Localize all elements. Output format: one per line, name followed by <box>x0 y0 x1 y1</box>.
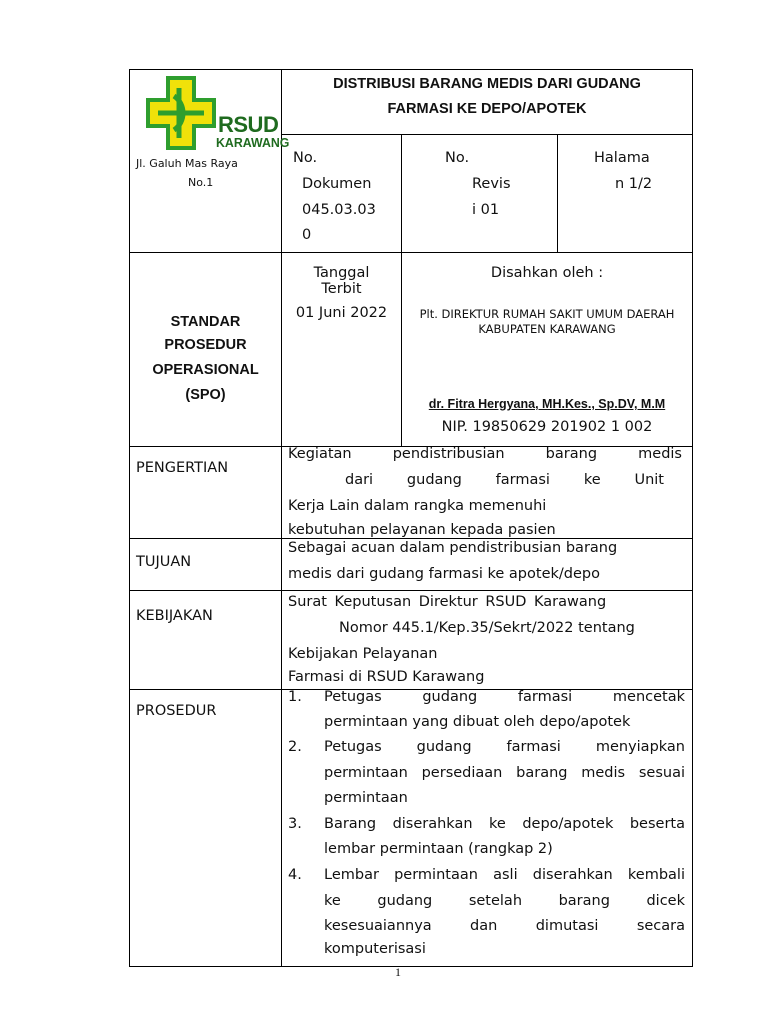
pengertian-line: Kerja Lain dalam rangka memenuhi <box>288 498 547 514</box>
approved-by-label: Disahkan oleh : <box>490 265 604 281</box>
section-label-prosedur: PROSEDUR <box>136 703 217 719</box>
page-count-value: n 1/2 <box>615 176 653 192</box>
revision-value: i 01 <box>472 202 500 218</box>
address-line-2: No.1 <box>188 176 214 189</box>
kebijakan-line: Nomor 445.1/Kep.35/Sekrt/2022 tentang <box>339 620 635 636</box>
prosedur-item-line: Barang diserahkan ke depo/apotek beserta <box>324 816 685 832</box>
spo-label-line: PROSEDUR <box>164 337 247 353</box>
prosedur-item-line: ke gudang setelah barang dicek <box>324 893 685 909</box>
revision-line: No. <box>445 150 470 166</box>
issue-date-label: Tanggal <box>313 265 370 281</box>
logo-text-bottom: KARAWANG <box>216 135 290 150</box>
prosedur-item-line: Petugas gudang farmasi menyiapkan <box>324 739 685 755</box>
doc-number-line: No. <box>293 150 318 166</box>
doc-number-line: Dokumen <box>302 176 372 192</box>
section-label-tujuan: TUJUAN <box>136 554 192 570</box>
prosedur-item-line: permintaan persediaan barang medis sesuai <box>324 765 685 781</box>
prosedur-item-line: Lembar permintaan asli diserahkan kembali <box>324 867 685 883</box>
kebijakan-line: Kebijakan Pelayanan <box>288 646 438 662</box>
hospital-cross-icon <box>146 76 216 150</box>
revision-line: Revis <box>472 176 511 192</box>
director-title-line-2: KABUPATEN KARAWANG <box>478 322 616 336</box>
doc-number-value: 0 <box>302 227 312 243</box>
address-line-1: Jl. Galuh Mas Raya <box>136 157 238 170</box>
spo-label-line: (SPO) <box>185 387 226 403</box>
tujuan-line: Sebagai acuan dalam pendistribusian barang <box>288 540 618 556</box>
prosedur-item-line: permintaan yang dibuat oleh depo/apotek <box>324 714 631 730</box>
logo-text-top: RSUD <box>218 112 279 137</box>
section-label-pengertian: PENGERTIAN <box>136 460 229 476</box>
tujuan-line: medis dari gudang farmasi ke apotek/depo <box>288 566 600 582</box>
prosedur-item-number: 4. <box>288 867 302 883</box>
prosedur-item-line: komputerisasi <box>324 941 426 957</box>
kebijakan-line: Surat Keputusan Direktur RSUD Karawang <box>288 594 607 610</box>
document-title-line-2: FARMASI KE DEPO/APOTEK <box>387 101 587 117</box>
pengertian-line: kebutuhan pelayanan kepada pasien <box>288 522 556 538</box>
prosedur-item-line: kesesuaiannya dan dimutasi secara <box>324 918 685 934</box>
page-number: 1 <box>395 965 401 979</box>
section-label-kebijakan: KEBIJAKAN <box>136 608 213 624</box>
doc-number-value: 045.03.03 <box>302 202 376 218</box>
document-title-line-1: DISTRIBUSI BARANG MEDIS DARI GUDANG <box>333 76 641 92</box>
director-title-line-1: Plt. DIREKTUR RUMAH SAKIT UMUM DAERAH <box>419 307 675 321</box>
pengertian-line: Kegiatan pendistribusian barang medis <box>288 446 682 462</box>
spo-label-line: STANDAR <box>170 314 241 330</box>
page-count-line: Halama <box>594 150 650 166</box>
prosedur-item-line: permintaan <box>324 790 408 806</box>
prosedur-item-line: Petugas gudang farmasi mencetak <box>324 689 685 705</box>
pengertian-line: dari gudang farmasi ke Unit <box>345 472 664 488</box>
prosedur-item-number: 3. <box>288 816 302 832</box>
signer-name: dr. Fitra Hergyana, MH.Kes., Sp.DV, M.M <box>428 397 666 411</box>
prosedur-item-line: lembar permintaan (rangkap 2) <box>324 841 553 857</box>
kebijakan-line: Farmasi di RSUD Karawang <box>288 669 485 685</box>
prosedur-item-number: 2. <box>288 739 302 755</box>
issue-date-value: 01 Juni 2022 <box>295 305 388 321</box>
signer-nip: NIP. 19850629 201902 1 002 <box>441 419 653 435</box>
spo-label-line: OPERASIONAL <box>152 362 259 378</box>
prosedur-item-number: 1. <box>288 689 302 705</box>
issue-date-label: Terbit <box>321 281 362 297</box>
